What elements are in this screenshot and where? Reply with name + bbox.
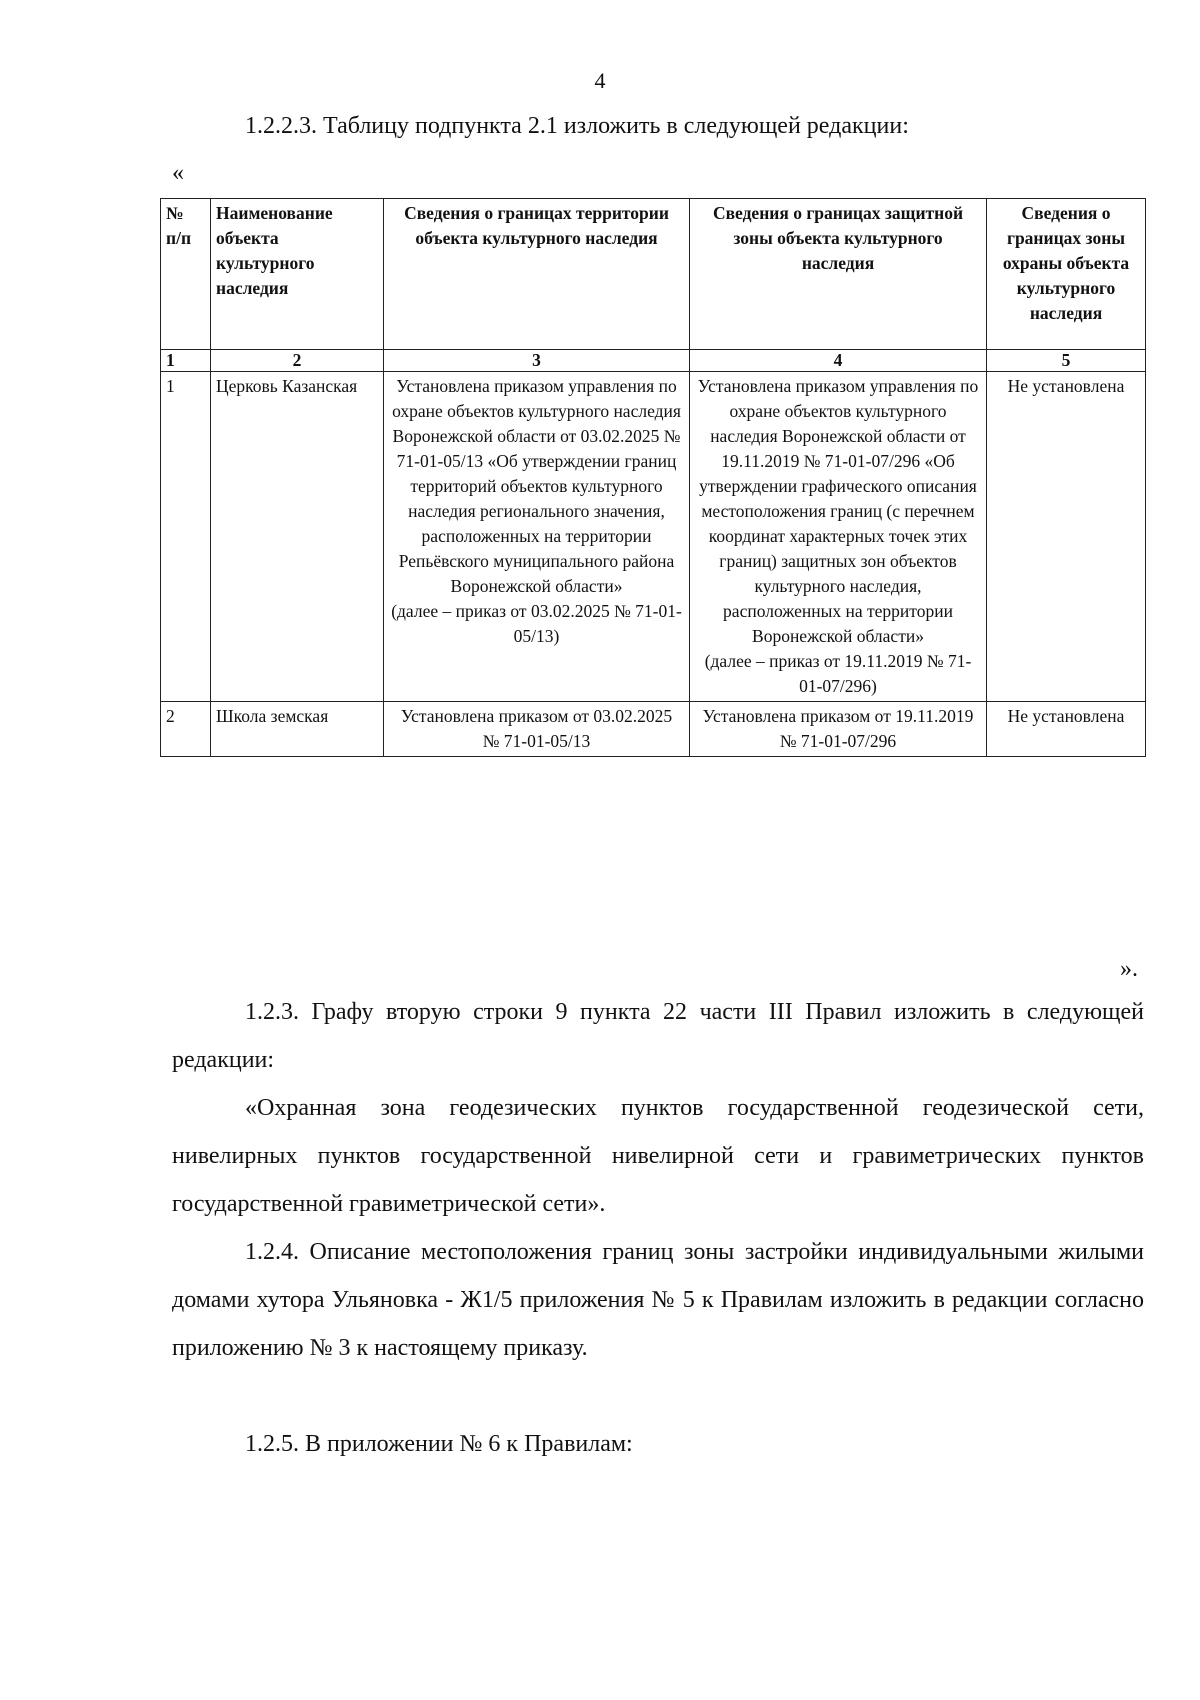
table-intro-text: 1.2.2.3. Таблицу подпункта 2.1 изложить в следующей редакции: [245, 113, 909, 139]
close-quote: ». [1120, 956, 1138, 982]
paragraph-1-2-4: 1.2.4. Описание местоположения границ зоны застройки индивидуальными жилыми домами хутора Ульяновка - Ж1/5 приложения № 5 к Правилам изложить в редакции согласно приложению № 3 к настоящему приказу. [172, 1239, 1144, 1361]
table-row [161, 372, 1146, 702]
security-zone-info: Не установлена [987, 702, 1146, 757]
paragraph-1-2-5: 1.2.5. В приложении № 6 к Правилам: [245, 1431, 633, 1457]
column-number: 3 [384, 350, 690, 372]
column-number: 5 [987, 350, 1146, 372]
security-zone-info: Не установлена [987, 372, 1146, 702]
territory-info: Установлена приказом управления по охране объектов культурного наследия Воронежской области от 03.02.2025 № 71-01-05/13 «Об утверждении границ территорий объектов культурного наследия регионального значения, расположенных на территории Репьёвского муниципального района Воронежской области» (далее – приказ от 03.02.2025 № 71-01-05/13) [384, 372, 690, 702]
header-object-name: Наименование объекта культурного наследия [211, 199, 384, 350]
object-name: Церковь Казанская [211, 372, 384, 702]
page-number: 4 [594, 68, 606, 93]
paragraph-1-2-3: 1.2.3. Графу вторую строки 9 пункта 22 части III Правил изложить в следующей редакции: [172, 999, 1144, 1073]
open-quote: « [172, 160, 184, 186]
quoted-zone-name: «Охранная зона геодезических пунктов государственной геодезической сети, нивелирных пунктов государственной нивелирной сети и гравиметрических пунктов государственной гравиметрической сети». [172, 1095, 1144, 1217]
column-numbers-row [161, 350, 1146, 372]
column-number: 2 [211, 350, 384, 372]
table-header-row [161, 199, 1146, 350]
territory-info: Установлена приказом от 03.02.2025 № 71-01-05/13 [384, 702, 690, 757]
protective-zone-info: Установлена приказом управления по охране объектов культурного наследия Воронежской области от 19.11.2019 № 71-01-07/296 «Об утверждении графического описания местоположения границ (с перечнем координат характерных точек этих границ) защитных зон объектов культурного наследия, расположенных на территории Воронежской области» (далее – приказ от 19.11.2019 № 71-01-07/296) [690, 372, 987, 702]
object-name: Школа земская [211, 702, 384, 757]
header-protective-zone-borders: Сведения о границах защитной зоны объекта культурного наследия [690, 199, 987, 350]
heritage-objects-table [160, 198, 1146, 757]
column-number: 4 [690, 350, 987, 372]
protective-zone-info: Установлена приказом от 19.11.2019 № 71-01-07/296 [690, 702, 987, 757]
table-row [161, 702, 1146, 757]
row-number: 2 [161, 702, 211, 757]
header-number: № п/п [161, 199, 211, 350]
header-territory-borders: Сведения о границах территории объекта культурного наследия [384, 199, 690, 350]
row-number: 1 [161, 372, 211, 702]
header-security-zone-borders: Сведения о границах зоны охраны объекта культурного наследия [987, 199, 1146, 350]
column-number: 1 [161, 350, 211, 372]
